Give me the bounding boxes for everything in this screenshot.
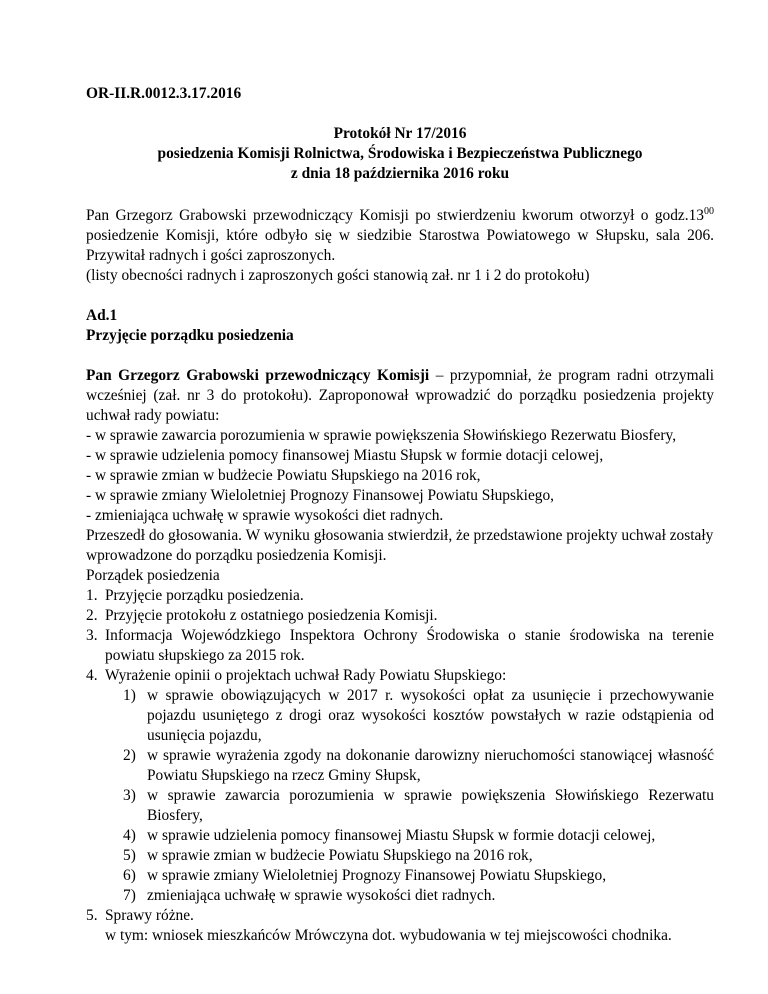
agenda-label: Porządek posiedzenia bbox=[86, 567, 220, 584]
ad1-label: Ad.1 bbox=[86, 307, 118, 324]
title-line-3: z dnia 18 października 2016 roku bbox=[290, 165, 510, 182]
agenda-subitem bbox=[105, 786, 714, 826]
agenda-subitem bbox=[105, 886, 714, 906]
agenda-item-text: Przyjęcie protokołu z ostatniego posiedzenia Komisji. bbox=[105, 607, 438, 624]
agenda-item bbox=[86, 586, 714, 606]
agenda-item bbox=[86, 606, 714, 626]
agenda-subitem-number: 1) bbox=[123, 687, 136, 704]
agenda-subitem bbox=[105, 826, 714, 846]
intro-text-b: posiedzenie Komisji, które odbyło się w siedzibie Starostwa Powiatowego w Słupsku, sala 206. Przywitał radnych i gości zaproszonych. bbox=[86, 227, 714, 264]
agenda-item-number: 4. bbox=[86, 667, 98, 684]
agenda-item-number: 3. bbox=[86, 627, 98, 644]
agenda-subitem-number: 5) bbox=[123, 847, 136, 864]
agenda-subitem-text: zmieniająca uchwałę w sprawie wysokości diet radnych. bbox=[147, 887, 496, 904]
proposed-item: - w sprawie zmian w budżecie Powiatu Słupskiego na 2016 rok, bbox=[86, 467, 481, 484]
document-reference: OR-II.R.0012.3.17.2016 bbox=[86, 85, 242, 102]
agenda-subitem-number: 3) bbox=[123, 787, 136, 804]
proposed-item: - w sprawie udzielenia pomocy finansowej Miastu Słupsk w formie dotacji celowej, bbox=[86, 447, 604, 464]
agenda-item-text: Informacja Wojewódzkiego Inspektora Ochrony Środowiska o stanie środowiska na terenie powiatu słupskiego za 2015 rok. bbox=[105, 627, 714, 664]
agenda-item-text: Przyjęcie porządku posiedzenia. bbox=[105, 587, 304, 604]
agenda-subitem-number: 6) bbox=[123, 867, 136, 884]
agenda-subitem-text: w sprawie obowiązujących w 2017 r. wysokości opłat za usunięcie i przechowywanie pojazdu usuniętego z drogi oraz wysokości kosztów powstałych w razie odstąpienia od usunięcia pojazdu, bbox=[147, 687, 714, 744]
agenda-subitem-number: 7) bbox=[123, 887, 136, 904]
intro-note: (listy obecności radnych i zaproszonych gości stanowią zał. nr 1 i 2 do protokołu) bbox=[86, 267, 590, 284]
agenda-item bbox=[86, 626, 714, 666]
ad1-speech bbox=[86, 366, 714, 426]
proposed-item: - w sprawie zawarcia porozumienia w sprawie powiększenia Słowińskiego Rezerwatu Biosfery, bbox=[86, 427, 677, 444]
agenda-item-number: 1. bbox=[86, 587, 98, 604]
agenda-sublist bbox=[105, 686, 714, 906]
agenda-item-number: 2. bbox=[86, 607, 98, 624]
intro-paragraph bbox=[86, 206, 714, 266]
agenda-subitem bbox=[105, 866, 714, 886]
agenda-subitem bbox=[105, 746, 714, 786]
ad1-speech-text: – przypomniał, że program radni otrzymali wcześniej (zał. nr 3 do protokołu). Zaproponował wprowadzić do porządku posiedzenia projekty uchwał rady powiatu: bbox=[86, 367, 714, 424]
agenda-subitem-text: w sprawie udzielenia pomocy finansowej Miastu Słupsk w formie dotacji celowej, bbox=[147, 827, 656, 844]
agenda-subitem bbox=[105, 686, 714, 746]
document-title bbox=[86, 124, 714, 184]
title-line-2: posiedzenia Komisji Rolnictwa, Środowiska i Bezpieczeństwa Publicznego bbox=[157, 145, 643, 162]
sprawy-rozne-note: w tym: wniosek mieszkańców Mrówczyna dot. wybudowania w tej miejscowości chodnika. bbox=[105, 927, 672, 944]
agenda-item-number: 5. bbox=[86, 907, 98, 924]
proposed-item: - zmieniająca uchwałę w sprawie wysokości diet radnych. bbox=[86, 507, 444, 524]
agenda-item-text: Sprawy różne. bbox=[105, 907, 194, 924]
intro-time-superscript: 00 bbox=[704, 206, 714, 217]
agenda-item bbox=[86, 906, 714, 926]
agenda-item-text: Wyrażenie opinii o projektach uchwał Rady Powiatu Słupskiego: bbox=[105, 667, 507, 684]
proposed-item: - w sprawie zmiany Wieloletniej Prognozy Finansowej Powiatu Słupskiego, bbox=[86, 487, 555, 504]
ad1-heading: Przyjęcie porządku posiedzenia bbox=[86, 327, 294, 344]
agenda-list bbox=[86, 586, 714, 926]
agenda-subitem-text: w sprawie zmiany Wieloletniej Prognozy Finansowej Powiatu Słupskiego, bbox=[147, 867, 607, 884]
vote-paragraph: Przeszedł do głosowania. W wyniku głosowania stwierdził, że przedstawione projekty uchwał zostały wprowadzone do porządku posiedzenia Komisji. bbox=[86, 527, 714, 564]
agenda-subitem-text: w sprawie zmian w budżecie Powiatu Słupskiego na 2016 rok, bbox=[147, 847, 533, 864]
document-page bbox=[86, 84, 714, 946]
agenda-subitem-text: w sprawie zawarcia porozumienia w sprawie powiększenia Słowińskiego Rezerwatu Biosfery, bbox=[147, 787, 714, 824]
title-line-1: Protokół Nr 17/2016 bbox=[333, 125, 467, 142]
agenda-subitem-number: 2) bbox=[123, 747, 136, 764]
agenda-subitem bbox=[105, 846, 714, 866]
agenda-subitem-number: 4) bbox=[123, 827, 136, 844]
ad1-speaker: Pan Grzegorz Grabowski przewodniczący Komisji bbox=[86, 367, 430, 384]
agenda-item bbox=[86, 666, 714, 906]
agenda-subitem-text: w sprawie wyrażenia zgody na dokonanie darowizny nieruchomości stanowiącej własność Powiatu Słupskiego na rzecz Gminy Słupsk, bbox=[147, 747, 714, 784]
intro-text-a: Pan Grzegorz Grabowski przewodniczący Komisji po stwierdzeniu kworum otworzył o godz.13 bbox=[86, 207, 704, 224]
